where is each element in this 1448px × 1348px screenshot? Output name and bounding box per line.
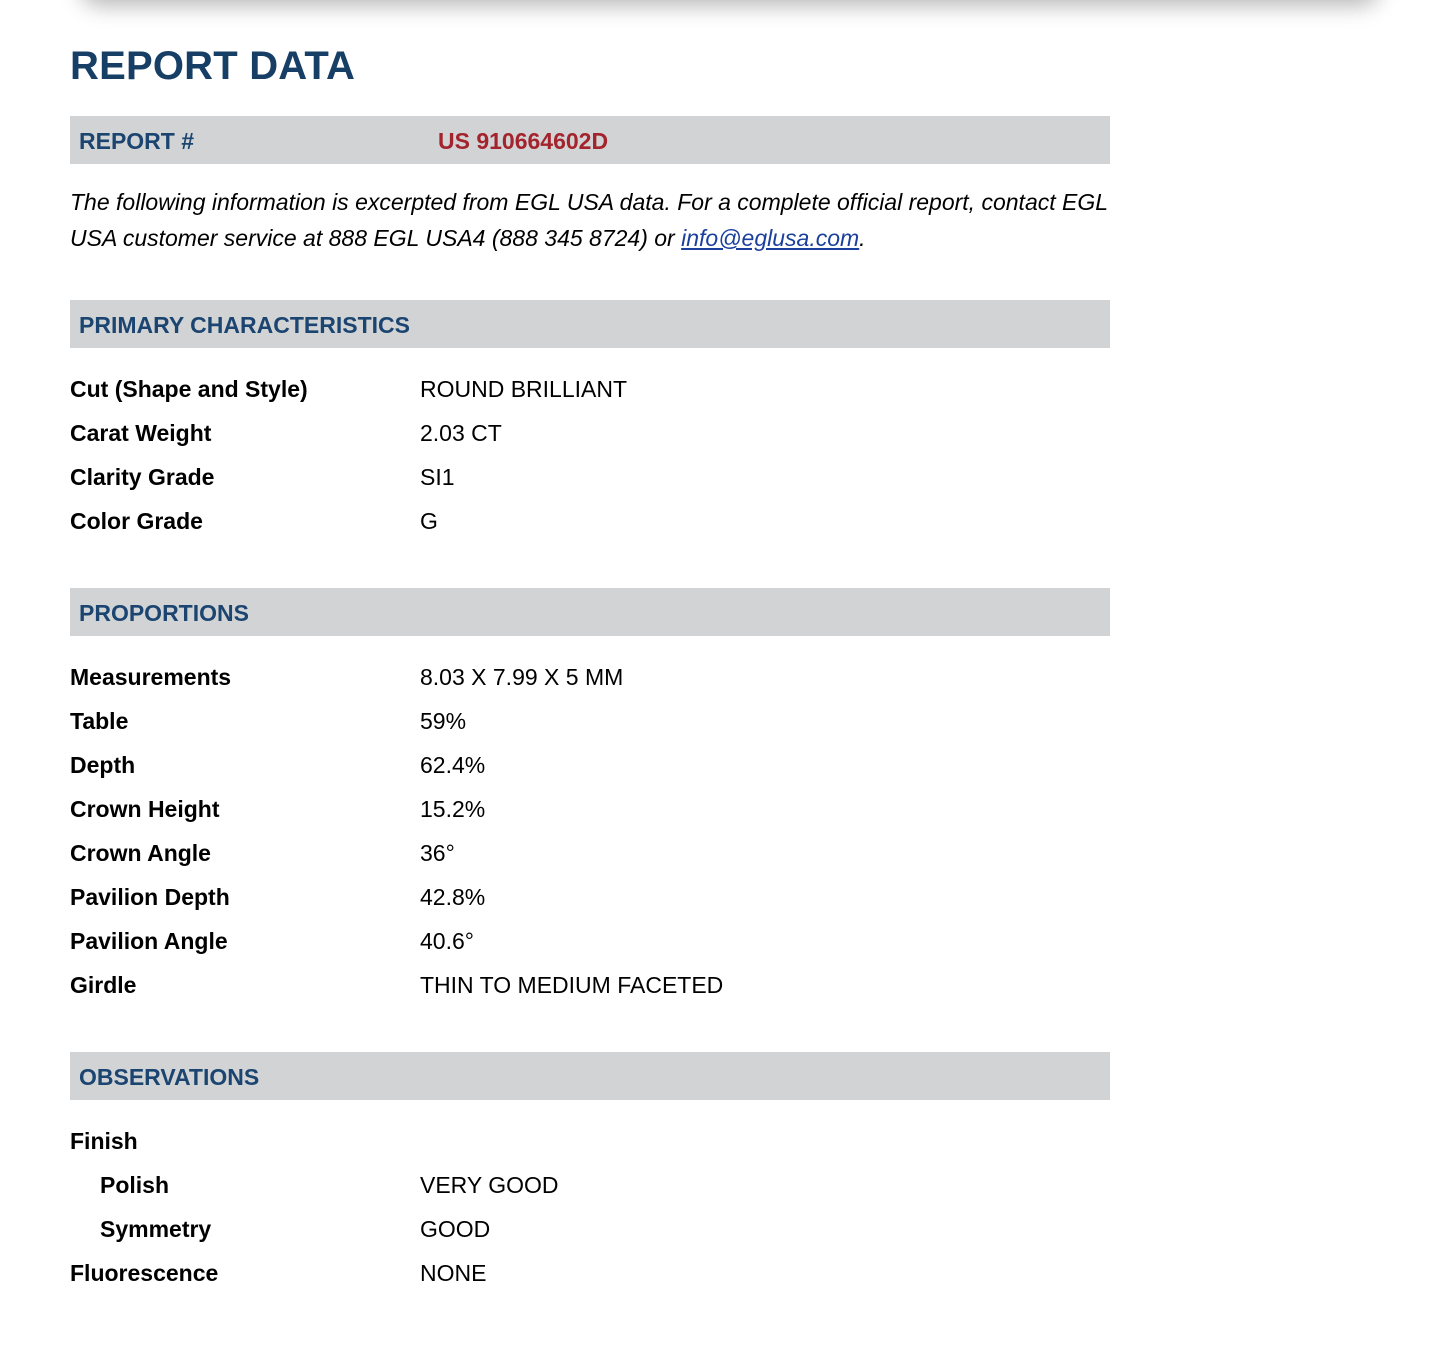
row-label: Pavilion Depth [70,884,230,910]
row-value: 8.03 X 7.99 X 5 MM [420,664,624,690]
row-value: 42.8% [420,884,486,910]
row-label: Girdle [70,972,137,998]
proportions-row-table [70,708,1110,738]
primary-row-carat-weight [70,420,1110,450]
row-label: Crown Height [70,796,220,822]
row-label: Depth [70,752,136,778]
page-title: REPORT DATA [70,44,356,88]
row-value: 2.03 CT [420,420,502,446]
row-label: Cut (Shape and Style) [70,376,308,402]
intro-paragraph [70,184,1110,256]
row-value: NONE [420,1260,487,1286]
proportions-row-depth [70,752,1110,782]
primary-row-cut [70,376,1110,406]
row-label: Polish [100,1172,170,1198]
observations-row-finish [70,1128,1110,1158]
observations-row-polish [70,1172,1110,1202]
row-value: 59% [420,708,467,734]
row-label: Symmetry [100,1216,212,1242]
row-value: SI1 [420,464,455,490]
primary-row-clarity-grade [70,464,1110,494]
section-title-proportions: PROPORTIONS [79,600,249,626]
row-label: Color Grade [70,508,203,534]
row-label: Measurements [70,664,232,690]
email-link[interactable]: info@eglusa.com [681,225,860,251]
row-value: ROUND BRILLIANT [420,376,628,402]
section-title-observations: OBSERVATIONS [79,1064,260,1090]
proportions-row-measurements [70,664,1110,694]
section-header-observations [70,1052,1110,1100]
row-value: G [420,508,438,534]
row-label: Table [70,708,129,734]
row-value: 15.2% [420,796,486,822]
row-value: THIN TO MEDIUM FACETED [420,972,724,998]
observations-row-fluorescence [70,1260,1110,1290]
observations-row-symmetry [70,1216,1110,1246]
report-number-value: US 910664602D [438,128,609,154]
primary-row-color-grade [70,508,1110,538]
intro-text: The following information is excerpted from EGL USA data. For a complete official report, contact EGL USA customer service at 888 EGL USA4 (888 345 8724) or [70,189,1108,251]
row-label: Finish [70,1128,138,1154]
row-label: Pavilion Angle [70,928,228,954]
proportions-row-girdle [70,972,1110,1002]
row-label: Carat Weight [70,420,212,446]
row-value: 62.4% [420,752,486,778]
proportions-row-crown-angle [70,840,1110,870]
intro-text-end: . [859,225,866,251]
row-value: 40.6° [420,928,474,954]
row-value: GOOD [420,1216,491,1242]
proportions-row-pavilion-angle [70,928,1110,958]
report-number-bar [70,116,1110,164]
section-header-primary [70,300,1110,348]
section-title-primary: PRIMARY CHARACTERISTICS [79,312,410,338]
report-number-label: REPORT # [79,128,195,154]
row-value: 36° [420,840,455,866]
row-label: Clarity Grade [70,464,215,490]
proportions-row-crown-height [70,796,1110,826]
row-label: Crown Angle [70,840,211,866]
row-value: VERY GOOD [420,1172,559,1198]
proportions-row-pavilion-depth [70,884,1110,914]
row-label: Fluorescence [70,1260,219,1286]
section-header-proportions [70,588,1110,636]
